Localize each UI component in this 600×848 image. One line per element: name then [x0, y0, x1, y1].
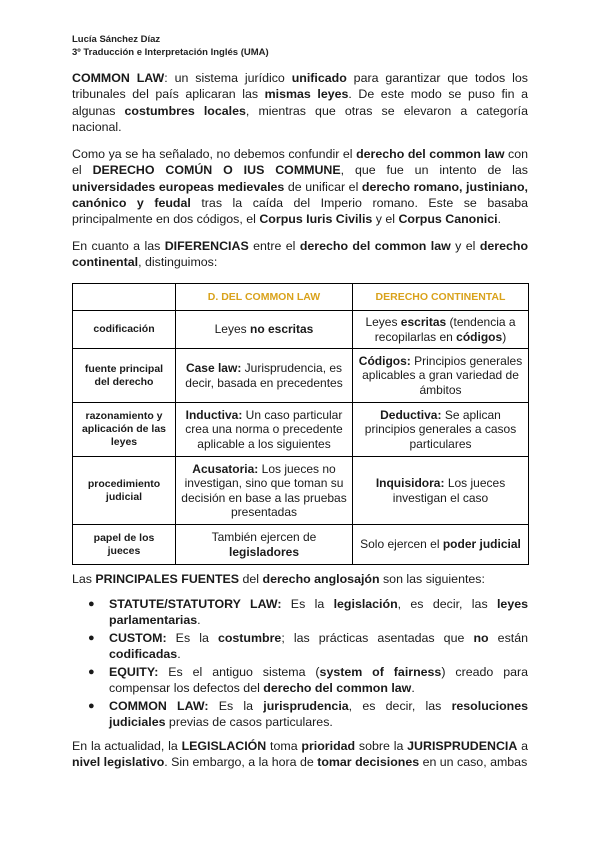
continental-cell: Solo ejercen el poder judicial — [353, 525, 529, 565]
common-law-cell: Leyes no escritas — [176, 311, 353, 349]
table-corner-cell — [73, 284, 176, 311]
common-law-cell: También ejercen de legisladores — [176, 525, 353, 565]
bold-text: derecho del common law — [299, 239, 451, 253]
bold-text: Corpus Iuris Civilis — [259, 212, 373, 227]
paragraph-current-status: En la actualidad, la LEGISLACIÓN toma prioridad sobre la JURISPRUDENCIA a nivel legislativo. Sin embargo, a la hora de tomar decisiones en un caso, ambas — [72, 739, 529, 770]
list-item-text: STATUTE/STATUTORY LAW: Es la legislación, es decir, las leyes parlamentarias. — [109, 597, 528, 627]
list-item-text: COMMON LAW: Es la jurisprudencia, es decir, las resoluciones judiciales previas de casos particulares. — [109, 699, 529, 729]
list-item — [72, 630, 528, 662]
bold-text: unificado — [291, 71, 347, 85]
list-item — [72, 596, 528, 628]
author-name: Lucía Sánchez Díaz — [72, 34, 161, 45]
paragraph-common-law: COMMON LAW: un sistema jurídico unificado para garantizar que todos los tribunales del país aplicaran las mismas leyes. De este modo se puso fin a algunas costumbres locales, mientras que otras se elevaron a categoría nacional. — [72, 71, 529, 134]
bold-text: tomar decisiones — [317, 755, 420, 770]
bold-text: leyes parlamentarias — [109, 597, 528, 627]
bold-text: Inductiva: — [185, 408, 243, 423]
paragraph-sources-intro: Las PRINCIPALES FUENTES del derecho anglosajón son las siguientes: — [72, 572, 485, 586]
comparison-table — [72, 283, 529, 565]
common-law-cell: Case law: Jurisprudencia, es decir, basada en precedentes — [176, 349, 353, 403]
bold-text: legisladores — [228, 544, 300, 559]
bold-text: costumbres locales — [124, 103, 246, 118]
bold-text: COMMON LAW: — [109, 699, 209, 713]
bold-text: Case law: — [185, 361, 242, 376]
bold-text: no — [473, 631, 489, 645]
continental-cell: Deductiva: Se aplican principios generales a casos particulares — [353, 403, 529, 457]
page-header — [72, 33, 269, 59]
bold-text: códigos — [456, 329, 503, 344]
sources-list — [72, 596, 528, 732]
paragraph-differences-intro: En cuanto a las DIFERENCIAS entre el derecho del common law y el derecho continental, distinguimos: — [72, 239, 529, 270]
bold-text: DERECHO COMÚN O IUS COMMUNE — [92, 163, 341, 178]
bold-text: derecho anglosajón — [262, 572, 380, 586]
column-header-continental: DERECHO CONTINENTAL — [353, 284, 529, 311]
bold-text: derecho continental — [72, 239, 529, 270]
continental-cell: Inquisidora: Los jueces investigan el caso — [353, 457, 529, 525]
table-row — [73, 525, 529, 565]
bold-text: derecho del common law — [356, 147, 505, 161]
bullet-icon: ● — [88, 666, 95, 678]
list-item-text: CUSTOM: Es la costumbre; las prácticas asentadas que no están codificadas. — [109, 631, 528, 661]
bold-text: JURISPRUDENCIA — [407, 739, 518, 753]
bold-text: derecho del common law — [263, 681, 412, 695]
bold-text: EQUITY: — [109, 665, 159, 679]
column-header-common-law: D. DEL COMMON LAW — [176, 284, 353, 311]
bold-text: derecho romano, justiniano, canónico y feudal — [72, 179, 528, 210]
bold-text: LEGISLACIÓN — [181, 739, 267, 753]
common-law-cell: Inductiva: Un caso particular crea una norma o precedente aplicable a los siguientes — [176, 403, 353, 457]
list-item-text: EQUITY: Es el antiguo sistema (system of fairness) creado para compensar los defectos del derecho del common law. — [109, 665, 528, 695]
bullet-icon: ● — [88, 632, 95, 644]
bold-text: DIFERENCIAS — [164, 239, 249, 253]
bold-text: Inquisidora: — [375, 476, 445, 491]
bold-text: resoluciones judiciales — [109, 699, 529, 729]
list-item — [72, 698, 528, 730]
bold-text: mismas leyes — [264, 87, 349, 102]
table-row — [73, 457, 529, 525]
bullet-icon: ● — [88, 598, 95, 610]
bullet-icon: ● — [88, 700, 95, 712]
common-law-cell: Acusatoria: Los jueces no investigan, sino que toman su decisión en base a las pruebas presentadas — [176, 457, 353, 525]
bold-text: system of fairness — [319, 665, 442, 679]
row-label: codificación — [73, 311, 176, 349]
row-label: razonamiento y aplicación de las leyes — [73, 403, 176, 457]
bold-text: Corpus Canonici — [398, 212, 498, 227]
bold-text: universidades europeas medievales — [72, 179, 285, 194]
continental-cell: Códigos: Principios generales aplicables a gran variedad de ámbitos — [353, 349, 529, 403]
bold-text: codificadas — [109, 647, 178, 661]
bold-text: costumbre — [217, 631, 282, 645]
bold-text: PRINCIPALES FUENTES — [95, 572, 240, 586]
table-row — [73, 311, 529, 349]
list-item — [72, 664, 528, 696]
continental-cell: Leyes escritas (tendencia a recopilarlas en códigos) — [353, 311, 529, 349]
table-row — [73, 349, 529, 403]
table-header-row — [73, 284, 529, 311]
row-label: fuente principal del derecho — [73, 349, 176, 403]
bold-text: prioridad — [301, 739, 356, 753]
bold-text: CUSTOM: — [109, 631, 167, 645]
table-row — [73, 403, 529, 457]
row-label: procedimiento judicial — [73, 457, 176, 525]
row-label: papel de los jueces — [73, 525, 176, 565]
bold-text: Deductiva: — [380, 408, 442, 423]
bold-text: jurisprudencia — [263, 699, 349, 713]
bold-text: Acusatoria: — [192, 462, 259, 477]
bold-text: STATUTE/STATUTORY LAW: — [109, 597, 282, 611]
bold-text: legislación — [333, 597, 398, 611]
bold-text: no escritas — [249, 322, 314, 337]
bold-text: escritas — [400, 315, 447, 330]
bold-text: nivel legislativo — [72, 755, 165, 770]
paragraph-ius-commune: Como ya se ha señalado, no debemos confundir el derecho del common law con el DERECHO COMÚN O IUS COMMUNE, que fue un intento de las universidades europeas medievales de unificar el derecho romano, justiniano, canónico y feudal tras la caída del Imperio romano. Este se basaba principalmente en dos códigos, el Corpus Iuris Civilis y el Corpus Canonici. — [72, 147, 528, 227]
bold-text: poder judicial — [442, 537, 521, 552]
bold-text: COMMON LAW — [72, 71, 165, 85]
bold-text: Códigos: — [358, 354, 411, 369]
course-name: 3º Traducción e Interpretación Inglés (UMA) — [72, 47, 269, 58]
